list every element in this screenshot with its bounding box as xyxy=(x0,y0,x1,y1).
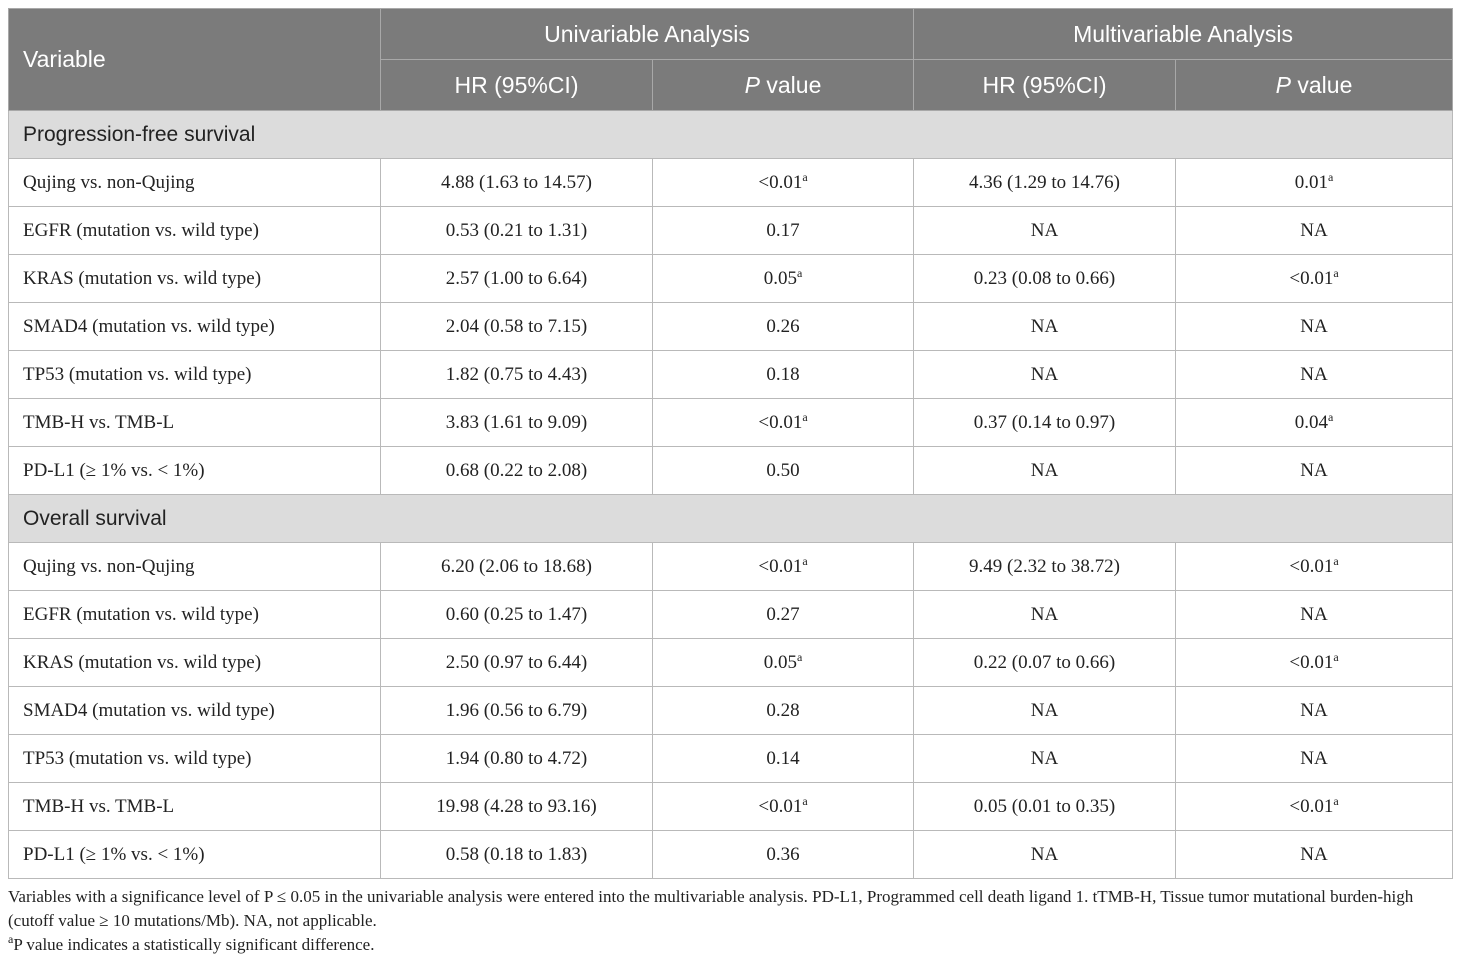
cell-multi-hr: 0.37 (0.14 to 0.97) xyxy=(914,399,1176,447)
section-title: Overall survival xyxy=(9,495,1453,543)
cell-multi-hr: NA xyxy=(914,735,1176,783)
footnote-marker: a xyxy=(8,932,14,946)
cell-uni-hr: 1.82 (0.75 to 4.43) xyxy=(381,351,653,399)
cell-multi-hr: 4.36 (1.29 to 14.76) xyxy=(914,159,1176,207)
cell-multi-hr: 0.23 (0.08 to 0.66) xyxy=(914,255,1176,303)
table-row xyxy=(9,207,1453,255)
cell-multi-p-value: 0.01 xyxy=(1294,171,1328,193)
cell-uni-p-value: 0.05 xyxy=(763,651,797,673)
cell-multi-p-value: <0.01 xyxy=(1289,267,1334,289)
cell-multi-p xyxy=(1176,207,1453,255)
cell-uni-p-value: <0.01 xyxy=(758,411,803,433)
cell-multi-p-value: <0.01 xyxy=(1289,555,1334,577)
cell-uni-hr: 6.20 (2.06 to 18.68) xyxy=(381,543,653,591)
cell-variable: TMB-H vs. TMB-L xyxy=(9,783,381,831)
cell-multi-p-value: 0.04 xyxy=(1294,411,1328,433)
cell-uni-hr: 2.50 (0.97 to 6.44) xyxy=(381,639,653,687)
cox-regression-table xyxy=(8,8,1453,879)
cell-multi-p-value: NA xyxy=(1300,219,1328,241)
cell-uni-p xyxy=(653,351,914,399)
cell-variable: EGFR (mutation vs. wild type) xyxy=(9,591,381,639)
cell-multi-p-value: NA xyxy=(1300,747,1328,769)
header-uni-p xyxy=(653,60,914,111)
cell-multi-hr: NA xyxy=(914,591,1176,639)
cell-uni-p-value: 0.36 xyxy=(766,843,800,865)
cell-multi-p-sup: a xyxy=(1333,553,1339,568)
cell-uni-p xyxy=(653,831,914,879)
cell-uni-p xyxy=(653,207,914,255)
table-row xyxy=(9,783,1453,831)
cell-uni-p-value: <0.01 xyxy=(758,171,803,193)
header-p-rest: value xyxy=(759,71,822,98)
cell-multi-p-sup: a xyxy=(1333,649,1339,664)
cell-uni-p-sup: a xyxy=(802,793,808,808)
cell-multi-hr: NA xyxy=(914,687,1176,735)
cell-multi-p xyxy=(1176,351,1453,399)
cell-multi-p-sup: a xyxy=(1333,265,1339,280)
table-row xyxy=(9,159,1453,207)
cell-multi-p xyxy=(1176,735,1453,783)
cell-multi-hr: 0.05 (0.01 to 0.35) xyxy=(914,783,1176,831)
section-row xyxy=(9,111,1453,159)
table-row xyxy=(9,399,1453,447)
header-univariable: Univariable Analysis xyxy=(381,9,914,60)
cell-variable: Qujing vs. non-Qujing xyxy=(9,543,381,591)
cell-uni-p-sup: a xyxy=(796,649,803,664)
cell-multi-hr: 0.22 (0.07 to 0.66) xyxy=(914,639,1176,687)
footnote-general: Variables with a significance level of P ≤ 0.05 in the univariable analysis were entered into the multivariable analysis. PD-L1, Programmed cell death ligand 1. tTMB-H, Tissue tumor mutational burden-high (cutoff value ≥ 10 mutations/Mb). NA, not applicable. xyxy=(8,887,1414,930)
cell-variable: PD-L1 (≥ 1% vs. < 1%) xyxy=(9,831,381,879)
cell-uni-p xyxy=(653,399,914,447)
header-uni-hr: HR (95%CI) xyxy=(381,60,653,111)
header-multi-hr: HR (95%CI) xyxy=(914,60,1176,111)
cell-multi-p xyxy=(1176,255,1453,303)
cell-uni-p-sup: a xyxy=(802,409,808,424)
cell-uni-p-value: 0.28 xyxy=(766,699,800,721)
cell-uni-hr: 2.57 (1.00 to 6.64) xyxy=(381,255,653,303)
cell-multi-p-value: NA xyxy=(1300,363,1328,385)
cell-uni-p-value: 0.18 xyxy=(766,363,800,385)
table-row xyxy=(9,639,1453,687)
cell-uni-hr: 1.96 (0.56 to 6.79) xyxy=(381,687,653,735)
cell-uni-p xyxy=(653,447,914,495)
cell-multi-hr: NA xyxy=(914,447,1176,495)
footnote-significance-text: P value indicates a statistically significant difference. xyxy=(13,935,375,954)
cell-multi-p-value: NA xyxy=(1300,603,1328,625)
cell-multi-hr: NA xyxy=(914,351,1176,399)
cell-multi-p xyxy=(1176,399,1453,447)
table-footnotes xyxy=(8,885,1452,957)
cell-uni-p xyxy=(653,591,914,639)
cell-uni-p-sup: a xyxy=(802,553,808,568)
cell-uni-hr: 1.94 (0.80 to 4.72) xyxy=(381,735,653,783)
cell-multi-p-sup: a xyxy=(1333,793,1339,808)
cell-uni-p xyxy=(653,543,914,591)
cell-uni-p-value: <0.01 xyxy=(758,795,803,817)
cell-multi-p xyxy=(1176,447,1453,495)
table-body xyxy=(9,111,1453,879)
cell-multi-p-value: NA xyxy=(1300,843,1328,865)
table-header xyxy=(9,9,1453,111)
cell-multi-p xyxy=(1176,303,1453,351)
cell-multi-p-value: <0.01 xyxy=(1289,795,1334,817)
table-row xyxy=(9,687,1453,735)
table-row xyxy=(9,447,1453,495)
cell-uni-p xyxy=(653,639,914,687)
cell-uni-hr: 2.04 (0.58 to 7.15) xyxy=(381,303,653,351)
section-row xyxy=(9,495,1453,543)
cell-multi-hr: NA xyxy=(914,207,1176,255)
cell-uni-p xyxy=(653,303,914,351)
header-p-italic: P xyxy=(1275,71,1291,98)
header-multi-p xyxy=(1176,60,1453,111)
table-row xyxy=(9,351,1453,399)
header-variable: Variable xyxy=(9,9,381,111)
cell-uni-p-value: 0.27 xyxy=(766,603,800,625)
cell-uni-p-value: 0.14 xyxy=(766,747,800,769)
cell-variable: EGFR (mutation vs. wild type) xyxy=(9,207,381,255)
cell-uni-p xyxy=(653,735,914,783)
cell-uni-p-sup: a xyxy=(796,265,803,280)
cell-multi-p-value: NA xyxy=(1300,315,1328,337)
cell-multi-p xyxy=(1176,159,1453,207)
table-row xyxy=(9,735,1453,783)
cell-multi-p xyxy=(1176,591,1453,639)
header-p-rest: value xyxy=(1291,71,1353,98)
cell-uni-p xyxy=(653,255,914,303)
cell-uni-p-value: 0.05 xyxy=(763,267,797,289)
cell-multi-p-sup: a xyxy=(1327,169,1334,184)
cell-uni-hr: 19.98 (4.28 to 93.16) xyxy=(381,783,653,831)
cell-multi-p xyxy=(1176,783,1453,831)
cell-multi-p-value: NA xyxy=(1300,459,1328,481)
cell-multi-p xyxy=(1176,543,1453,591)
cell-variable: KRAS (mutation vs. wild type) xyxy=(9,639,381,687)
cell-uni-hr: 0.53 (0.21 to 1.31) xyxy=(381,207,653,255)
cell-uni-p-value: 0.50 xyxy=(766,459,800,481)
cell-uni-p xyxy=(653,687,914,735)
cell-multi-p-sup: a xyxy=(1327,409,1334,424)
section-title: Progression-free survival xyxy=(9,111,1453,159)
table-row xyxy=(9,831,1453,879)
cell-uni-hr: 0.60 (0.25 to 1.47) xyxy=(381,591,653,639)
footnote-significance xyxy=(8,933,1452,957)
results-table-container xyxy=(8,8,1452,957)
table-row xyxy=(9,303,1453,351)
cell-multi-hr: NA xyxy=(914,831,1176,879)
cell-uni-hr: 4.88 (1.63 to 14.57) xyxy=(381,159,653,207)
cell-multi-hr: 9.49 (2.32 to 38.72) xyxy=(914,543,1176,591)
cell-uni-hr: 3.83 (1.61 to 9.09) xyxy=(381,399,653,447)
table-row xyxy=(9,543,1453,591)
cell-multi-hr: NA xyxy=(914,303,1176,351)
cell-uni-p-value: 0.17 xyxy=(766,219,800,241)
table-row xyxy=(9,255,1453,303)
cell-uni-p xyxy=(653,783,914,831)
cell-variable: SMAD4 (mutation vs. wild type) xyxy=(9,303,381,351)
cell-uni-p xyxy=(653,159,914,207)
header-multivariable: Multivariable Analysis xyxy=(914,9,1453,60)
cell-variable: TP53 (mutation vs. wild type) xyxy=(9,735,381,783)
cell-variable: KRAS (mutation vs. wild type) xyxy=(9,255,381,303)
cell-uni-hr: 0.58 (0.18 to 1.83) xyxy=(381,831,653,879)
table-row xyxy=(9,591,1453,639)
cell-multi-p-value: NA xyxy=(1300,699,1328,721)
cell-variable: Qujing vs. non-Qujing xyxy=(9,159,381,207)
header-p-italic: P xyxy=(744,71,760,98)
cell-uni-p-sup: a xyxy=(802,169,808,184)
cell-uni-p-value: <0.01 xyxy=(758,555,803,577)
cell-multi-p xyxy=(1176,639,1453,687)
cell-uni-p-value: 0.26 xyxy=(766,315,800,337)
cell-multi-p xyxy=(1176,687,1453,735)
cell-variable: TMB-H vs. TMB-L xyxy=(9,399,381,447)
cell-variable: TP53 (mutation vs. wild type) xyxy=(9,351,381,399)
cell-multi-p-value: <0.01 xyxy=(1289,651,1334,673)
cell-uni-hr: 0.68 (0.22 to 2.08) xyxy=(381,447,653,495)
cell-variable: SMAD4 (mutation vs. wild type) xyxy=(9,687,381,735)
cell-multi-p xyxy=(1176,831,1453,879)
cell-variable: PD-L1 (≥ 1% vs. < 1%) xyxy=(9,447,381,495)
